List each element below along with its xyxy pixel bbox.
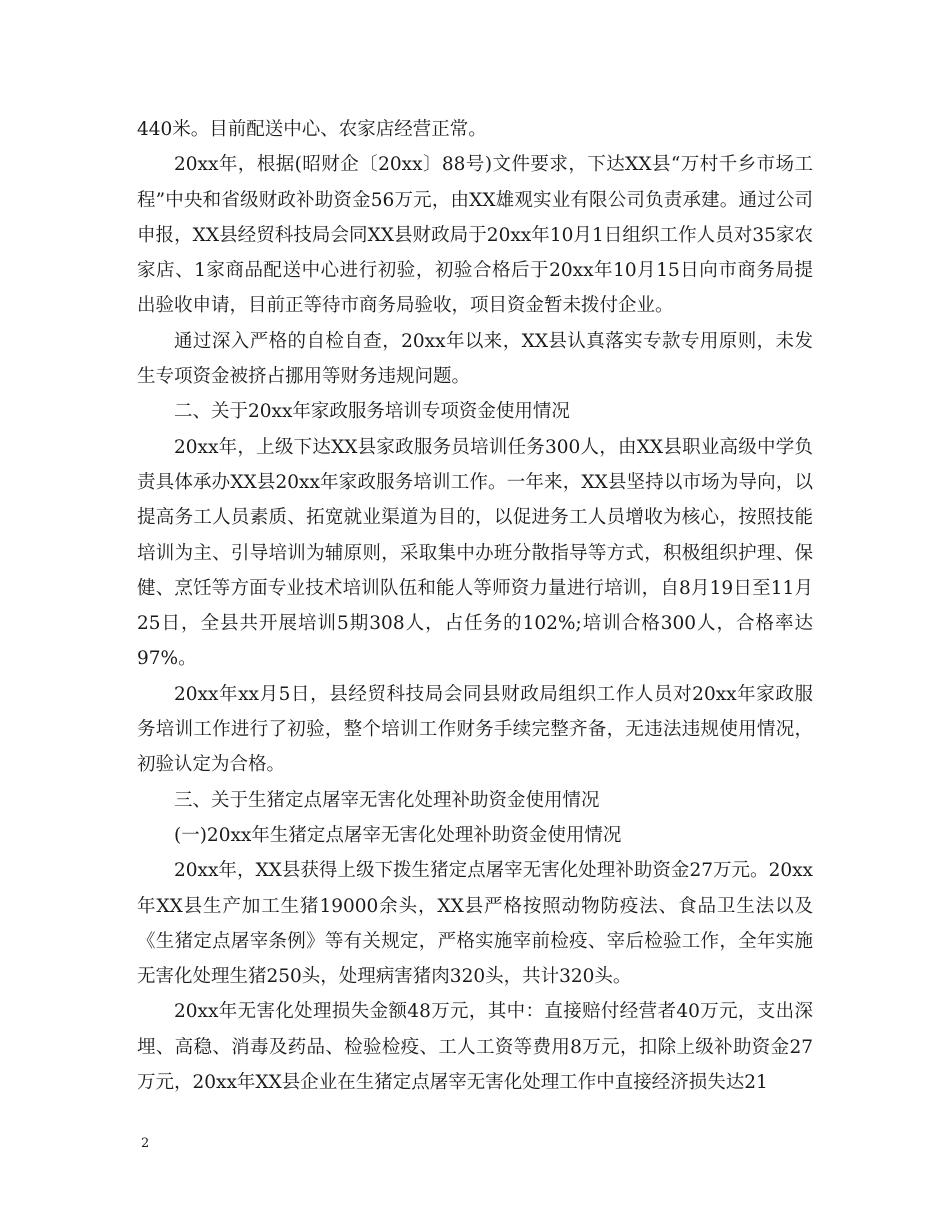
subsection-heading: (一)20xx年生猪定点屠宰无害化处理补助资金使用情况 [174,824,622,846]
page-number: 2 [141,1136,150,1151]
paragraph: 20xx年，根据(昭财企〔20xx〕88号)文件要求，下达XX县“万村千乡市场工程”中央和省级财政补助资金56万元，由XX雄观实业有限公司负责承建。通过公司申报，XX县经贸科技局会同XX县财政局于20xx年10月1日组织工作人员对35家农家店、1家商品配送中心进行初验，初验合格后于20xx年10月15日向市商务局提出验收申请，目前正等待市商务局验收，项目资金暂未拨付企业。 [137,154,813,317]
paragraph: 440米。目前配送中心、农家店经营正常。 [137,119,487,140]
paragraph: 20xx年，XX县获得上级下拨生猪定点屠宰无害化处理补助资金27万元。20xx年XX县生产加工生猪19000余头，XX县严格按照动物防疫法、食品卫生法以及《生猪定点屠宰条例》等有关规定，严格实施宰前检疫、宰后检验工作，全年实施无害化处理生猪250头，处理病害猪肉320头，共计320头。 [137,860,813,988]
section-heading: 三、关于生猪定点屠宰无害化处理补助资金使用情况 [174,789,600,811]
document-body [137,112,813,1100]
paragraph: 通过深入严格的自检自查，20xx年以来，XX县认真落实专款专用原则，未发生专项资金被挤占挪用等财务违规问题。 [137,330,813,388]
paragraph: 20xx年无害化处理损失金额48万元，其中：直接赔付经营者40万元，支出深埋、高稳、消毒及药品、检验检疫、工人工资等费用8万元，扣除上级补助资金27万元，20xx年XX县企业在生猪定点屠宰无害化处理工作中直接经济损失达21 [137,1001,813,1094]
paragraph: 20xx年，上级下达XX县家政服务员培训任务300人，由XX县职业高级中学负责具体承办XX县20xx年家政服务培训工作。一年来，XX县坚持以市场为导向，以提高务工人员素质、拓宽就业渠道为目的，以促进务工人员增收为核心，按照技能培训为主、引导培训为辅原则，采取集中办班分散指导等方式，积极组织护理、保健、烹饪等方面专业技术培训队伍和能人等师资力量进行培训，自8月19日至11月25日，全县共开展培训5期308人，占任务的102%;培训合格300人，合格率达97%。 [137,436,813,670]
paragraph: 20xx年xx月5日，县经贸科技局会同县财政局组织工作人员对20xx年家政服务培训工作进行了初验，整个培训工作财务手续完整齐备，无违法违规使用情况，初验认定为合格。 [137,683,813,776]
section-heading: 二、关于20xx年家政服务培训专项资金使用情况 [174,401,570,423]
